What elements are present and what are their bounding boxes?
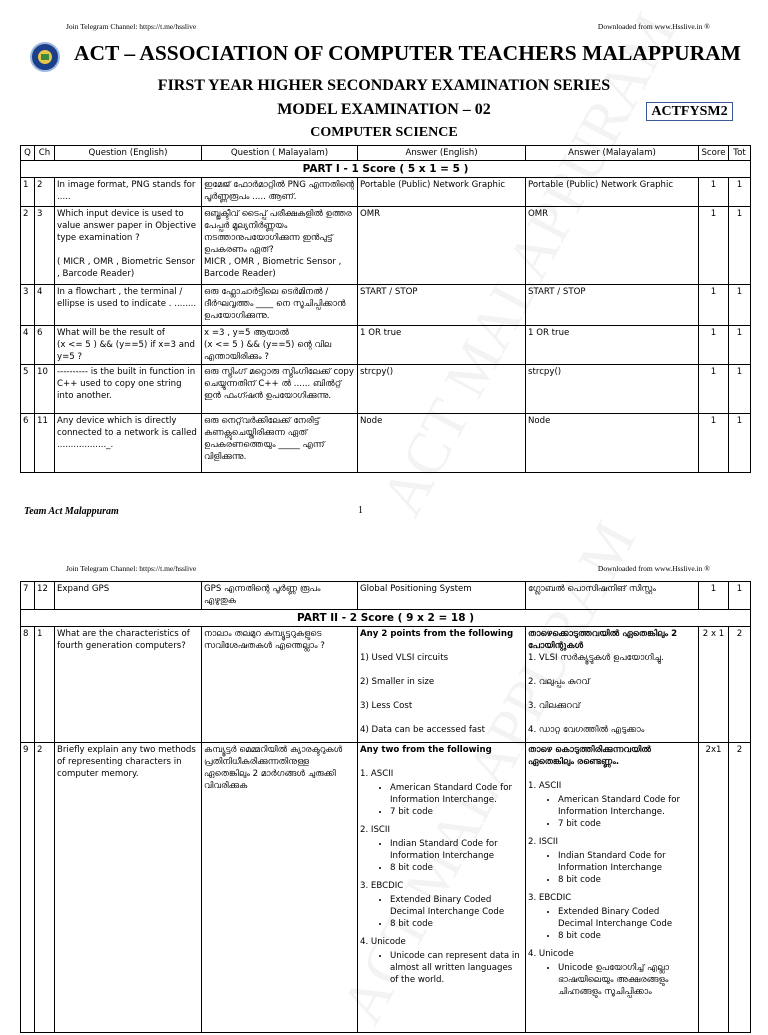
list: • Extended Binary Coded Decimal Interchange Code • 8 bit code <box>360 894 523 930</box>
table-row: 7 12 Expand GPS GPS എന്നതിന്റെ പൂർണ്ണ രൂപം എഴുതുക Global Positioning System ഗ്ലോബൽ പൊസിഷനിങ് സിസ്റ്റം 1 1 <box>21 582 751 610</box>
col-tot: Tot <box>729 146 751 161</box>
subject-title: COMPUTER SCIENCE <box>310 125 458 140</box>
table-row: 4 6 What will be the result of (x <= 5 ) && (y==5) if x=3 and y=5 ? x =3 , y=5 ആയാൽ (x <= 5 ) && (y==5) ന്റെ വില എന്തായിരിക്കും ? 1 OR true 1 OR true 1 1 <box>21 326 751 365</box>
footer-team: Team Act Malappuram <box>24 506 119 517</box>
page-2 <box>0 558 768 1024</box>
act-logo-icon <box>30 42 60 72</box>
list: • Unicode can represent data in almost all written languages of the world. <box>360 950 523 986</box>
telegram-link[interactable]: Join Telegram Channel: https://t.me/hsslive <box>66 22 197 31</box>
question-table-page2 <box>20 581 751 1033</box>
series-title: FIRST YEAR HIGHER SECONDARY EXAMINATION SERIES <box>157 77 611 94</box>
col-answer-ml: Answer (Malayalam) <box>526 146 699 161</box>
table-row: 9 2 Briefly explain any two methods of representing characters in computer memory. കമ്പ്യൂട്ടർ മെമ്മറിയിൽ ക്യാരക്ടറുകൾ പ്രതിനിധീകരിക്കുന്നതിനുള്ള ഏതെങ്കിലും 2 മാർഗങ്ങൾ ചുരുക്കി വിവരിക്കുക Any two from the following 1. ASCII • American Standard Code for Information Interchange. • 7 bit code 2. ISCII • Indian Standard Code for Information Interchange • 8 bit code 3. EBCDIC • Extended Binary Coded Decimal Interchange Code • 8 bit code 4. Unicode • Unicode can represent data in almost all written languages of the world. താഴെ കൊടുത്തിരിക്കുന്നവയിൽ ഏതെങ്കിലും രണ്ടെണ്ണം. 1. ASCII • American Standard Code for Information Interchange. • 7 bit code 2. ISCII • Indian Standard Code for Information Interchange • 8 bit code 3. EBCDIC • Extended Binary Coded Decimal Interchange Code • 8 bit code 4. Unicode • Unicode ഉപയോഗിച്ച് എല്ലാ ഭാഷയിലെയും അക്ഷരങ്ങളും ചിഹ്നങ്ങളും സൂചിപ്പിക്കാം 2x1 2 <box>21 743 751 1033</box>
col-q: Q <box>21 146 35 161</box>
list: • Unicode ഉപയോഗിച്ച് എല്ലാ ഭാഷയിലെയും അക്ഷരങ്ങളും ചിഹ്നങ്ങളും സൂചിപ്പിക്കാം <box>528 962 696 998</box>
list: • American Standard Code for Information Interchange. • 7 bit code <box>360 782 523 818</box>
table-header-row <box>21 146 751 161</box>
col-score: Score <box>699 146 729 161</box>
exam-title: MODEL EXAMINATION – 02 <box>277 101 491 118</box>
table-row: 3 4 In a flowchart , the terminal / ellipse is used to indicate . ........ ഒരു ഫ്ലോചാർട്ടിലെ ടെർമിനൽ / ദീർഘവൃത്തം ____ നെ സൂചിപ്പിക്കാൻ ഉപയോഗിക്കുന്നു. START / STOP START / STOP 1 1 <box>21 285 751 326</box>
table-row: 5 10 ---------- is the built in function in C++ used to copy one string into another. ഒരു സ്ട്രിംഗ് മറ്റൊരു സ്ട്രിംഗിലേക്ക് copy ചെയ്യുന്നതിന് C++ ൽ ...... ബിൽറ്റ് ഇൻ ഫംഗ്ഷൻ ഉപയോഗിക്കുന്നു. strcpy() strcpy() 1 1 <box>21 365 751 414</box>
part-1-heading: PART I - 1 Score ( 5 x 1 = 5 ) <box>21 161 751 178</box>
download-source[interactable]: Downloaded from www.Hsslive.in ® <box>597 564 710 573</box>
part-2-heading: PART II - 2 Score ( 9 x 2 = 18 ) <box>21 610 751 627</box>
list: • American Standard Code for Information Interchange. • 7 bit code <box>528 794 696 830</box>
table-row: 8 1 What are the characteristics of fourth generation computers? നാലാം തലമുറ കമ്പ്യൂട്ടറുകളുടെ സവിശേഷതകൾ എന്തെല്ലാം ? Any 2 points from the following 1) Used VLSI circuits 2) Smaller in size 3) Less Cost 4) Data can be accessed fast താഴെക്കൊടുത്തവയിൽ ഏതെങ്കിലും 2 പോയിന്റുകൾ 1. VLSI സർക്യൂട്ടുകൾ ഉപയോഗിച്ചു. 2. വലുപ്പം കുറവ് 3. വിലക്കുറവ് 4. ഡാറ്റ വേഗത്തിൽ എടുക്കാം 2 x 1 2 <box>21 627 751 743</box>
exam-code-box: ACTFYSM2 <box>646 102 733 121</box>
table-row: 6 11 Any device which is directly connected to a network is called .................._. ഒരു നെറ്റ്‌വർക്കിലേക്ക് നേരിട്ട് കണക്റ്റുചെയ്തിരിക്കുന്ന ഏത് ഉപകരണത്തെയും _____ എന്ന് വിളിക്കുന്നു. Node Node 1 1 <box>21 414 751 473</box>
list: • Indian Standard Code for Information Interchange • 8 bit code <box>528 850 696 886</box>
telegram-link[interactable]: Join Telegram Channel: https://t.me/hsslive <box>66 564 197 573</box>
download-source[interactable]: Downloaded from www.Hsslive.in ® <box>597 22 710 31</box>
col-ch: Ch <box>35 146 55 161</box>
org-title: ACT – ASSOCIATION OF COMPUTER TEACHERS MALAPPURAM <box>74 41 741 65</box>
table-row: 2 3 Which input device is used to value answer paper in Objective type examination ? ( MICR , OMR , Biometric Sensor , Barcode Reader) ഒബ്ജക്ടീവ് ടൈപ്പ് പരീക്ഷകളിൽ ഉത്തര പേപ്പർ മൂല്യനിർണ്ണയം നടത്താനുപയോഗിക്കുന്ന ഇൻപുട്ട് ഉപകരണം ഏത്? MICR , OMR , Biometric Sensor , Barcode Reader) OMR OMR 1 1 <box>21 207 751 285</box>
list: • Indian Standard Code for Information Interchange • 8 bit code <box>360 838 523 874</box>
question-table-page1 <box>20 145 751 473</box>
page-number: 1 <box>358 505 363 516</box>
col-question-ml: Question ( Malayalam) <box>202 146 358 161</box>
col-answer-en: Answer (English) <box>358 146 526 161</box>
list: • Extended Binary Coded Decimal Interchange Code • 8 bit code <box>528 906 696 942</box>
table-row: 1 2 In image format, PNG stands for ..... ഇമേജ് ഫോർമാറ്റിൽ PNG എന്നതിന്റെ പൂർണ്ണരൂപം ..... ആണ്. Portable (Public) Network Graphic Portable (Public) Network Graphic 1 1 <box>21 178 751 207</box>
col-question-en: Question (English) <box>55 146 202 161</box>
